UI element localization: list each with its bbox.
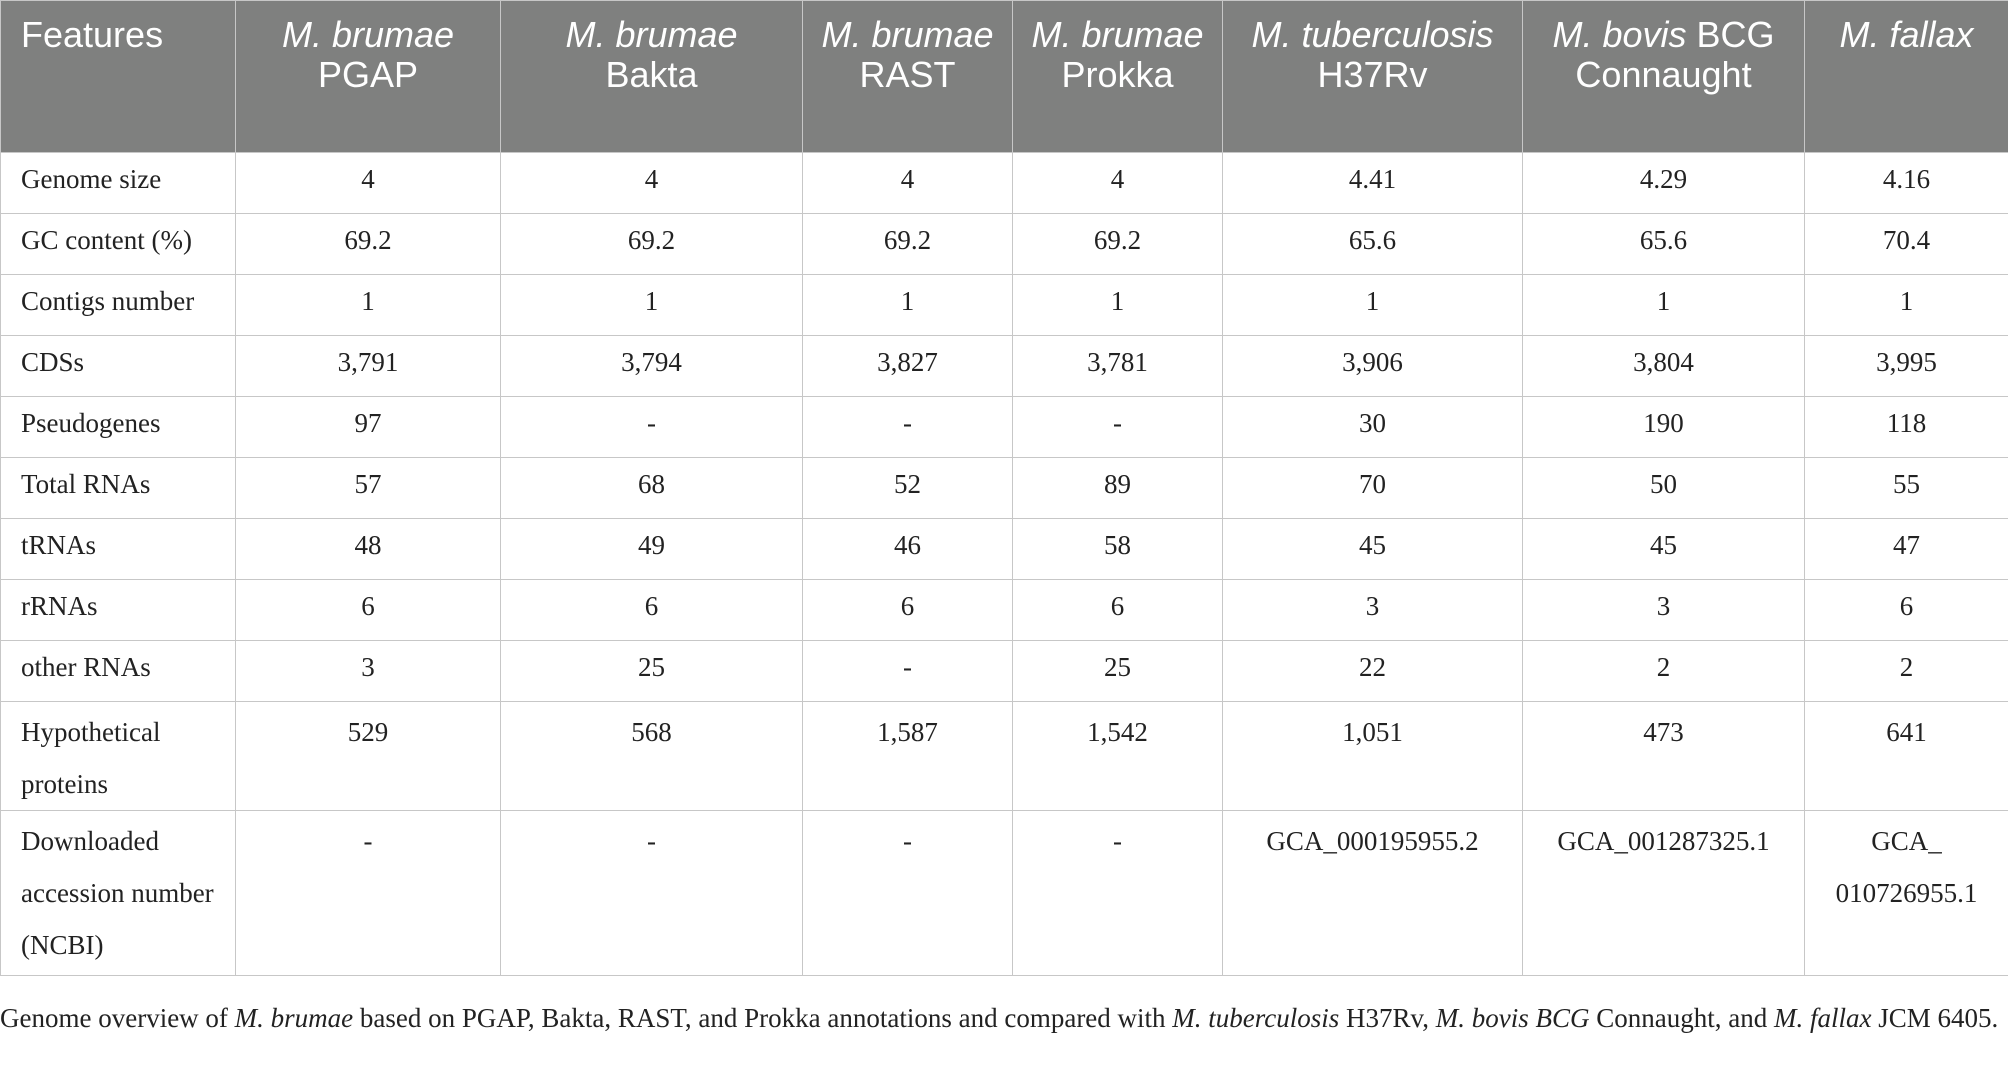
table-cell: 57	[236, 458, 501, 519]
row-label: Pseudogenes	[1, 397, 236, 458]
table-cell: 1	[1223, 275, 1523, 336]
table-cell: 4	[1013, 153, 1223, 214]
table-cell: 89	[1013, 458, 1223, 519]
table-cell: 25	[1013, 641, 1223, 702]
table-cell: 70.4	[1805, 214, 2008, 275]
table-cell: -	[501, 397, 803, 458]
header-species: M. brumae	[1031, 14, 1204, 55]
table-cell: 568	[501, 702, 803, 811]
table-cell: 69.2	[803, 214, 1013, 275]
table-cell: 3,781	[1013, 336, 1223, 397]
table-cell: 3	[1523, 580, 1805, 641]
table-cell: 69.2	[236, 214, 501, 275]
table-cell: 65.6	[1223, 214, 1523, 275]
table-cell: 50	[1523, 458, 1805, 519]
table-cell: 6	[1013, 580, 1223, 641]
table-cell: -	[803, 397, 1013, 458]
table-row	[1, 458, 2008, 519]
caption-segment: M. brumae	[234, 1003, 354, 1033]
table-row	[1, 580, 2008, 641]
caption-segment: M. bovis BCG	[1435, 1003, 1590, 1033]
table-cell: 529	[236, 702, 501, 811]
table-cell: 4	[501, 153, 803, 214]
header-species: M. brumae	[281, 14, 455, 55]
header-species: M. brumae	[565, 14, 738, 55]
table-cell: 22	[1223, 641, 1523, 702]
table-cell: 49	[501, 519, 803, 580]
table-cell: 118	[1805, 397, 2008, 458]
table-cell: 3,827	[803, 336, 1013, 397]
table-cell: 3	[236, 641, 501, 702]
table-cell: GCA_001287325.1	[1523, 811, 1805, 976]
header-mbovis	[1523, 1, 1805, 153]
table-cell: 2	[1805, 641, 2008, 702]
caption-segment: JCM 6405.	[1871, 1003, 1999, 1033]
caption-segment: Genome overview of	[0, 1003, 235, 1033]
table-cell: -	[1013, 397, 1223, 458]
table-cell: GCA_000195955.2	[1223, 811, 1523, 976]
table-cell: 6	[803, 580, 1013, 641]
table-cell: 69.2	[501, 214, 803, 275]
table-cell: 69.2	[1013, 214, 1223, 275]
header-mfallax	[1805, 1, 2008, 153]
table-row	[1, 275, 2008, 336]
table-cell: 1,542	[1013, 702, 1223, 811]
header-mbrumae-rast	[803, 1, 1013, 153]
table-cell: 4.29	[1523, 153, 1805, 214]
table-cell: 6	[501, 580, 803, 641]
caption-segment: M. tuberculosis	[1172, 1003, 1340, 1033]
table-cell: 4	[803, 153, 1013, 214]
table-cell: 3,804	[1523, 336, 1805, 397]
table-cell: 1,051	[1223, 702, 1523, 811]
row-label: Genome size	[1, 153, 236, 214]
table-cell: 58	[1013, 519, 1223, 580]
table-cell: 3,906	[1223, 336, 1523, 397]
table-cell: 3,794	[501, 336, 803, 397]
header-annotation: Prokka	[1061, 54, 1174, 95]
table-body	[1, 153, 2008, 976]
table-row	[1, 153, 2008, 214]
table-cell: -	[501, 811, 803, 976]
table-cell: 55	[1805, 458, 2008, 519]
row-label: rRNAs	[1, 580, 236, 641]
header-species: M. fallax	[1839, 14, 1974, 55]
table-cell: 3,995	[1805, 336, 2008, 397]
table-cell: -	[803, 811, 1013, 976]
table-cell: 6	[1805, 580, 2008, 641]
table-cell: 1	[236, 275, 501, 336]
table-cell: 1	[1805, 275, 2008, 336]
header-mbrumae-pgap	[236, 1, 501, 153]
header-mbrumae-bakta	[501, 1, 803, 153]
table-cell: 190	[1523, 397, 1805, 458]
table-cell: 30	[1223, 397, 1523, 458]
caption-segment: based on PGAP, Bakta, RAST, and Prokka annotations and compared with	[353, 1003, 1173, 1033]
table-cell: 1	[1523, 275, 1805, 336]
table-cell: 3	[1223, 580, 1523, 641]
row-label: Hypothetical proteins	[1, 702, 236, 811]
table-cell: 48	[236, 519, 501, 580]
row-label: Downloaded accession number (NCBI)	[1, 811, 236, 976]
table-cell: 2	[1523, 641, 1805, 702]
table-cell: 1,587	[803, 702, 1013, 811]
table-cell: 65.6	[1523, 214, 1805, 275]
table-cell: -	[803, 641, 1013, 702]
table-row	[1, 641, 2008, 702]
table-cell: 1	[1013, 275, 1223, 336]
row-label: GC content (%)	[1, 214, 236, 275]
table-cell: 4.41	[1223, 153, 1523, 214]
header-mbrumae-prokka	[1013, 1, 1223, 153]
table-cell: 4	[236, 153, 501, 214]
row-label: CDSs	[1, 336, 236, 397]
header-species: M. bovis	[1552, 14, 1687, 55]
row-label: other RNAs	[1, 641, 236, 702]
caption-segment: H37Rv,	[1339, 1003, 1436, 1033]
header-features	[1, 1, 236, 153]
row-label: Contigs number	[1, 275, 236, 336]
table-cell: 473	[1523, 702, 1805, 811]
header-annotation: PGAP	[317, 54, 419, 95]
table-cell: 97	[236, 397, 501, 458]
table-cell: 3,791	[236, 336, 501, 397]
table-cell: 641	[1805, 702, 2008, 811]
table-cell: 45	[1223, 519, 1523, 580]
header-mtuberculosis	[1223, 1, 1523, 153]
header-annotation: H37Rv	[1317, 54, 1428, 95]
table-cell: 46	[803, 519, 1013, 580]
table-row	[1, 397, 2008, 458]
table-cell: 4.16	[1805, 153, 2008, 214]
table-cell: 68	[501, 458, 803, 519]
table-cell: -	[1013, 811, 1223, 976]
table-cell: GCA_ 010726955.1	[1805, 811, 2008, 976]
header-annotation: RAST	[859, 54, 956, 95]
caption-segment: Connaught, and	[1589, 1003, 1775, 1033]
table-cell: -	[236, 811, 501, 976]
table-cell: 52	[803, 458, 1013, 519]
header-label: Features	[21, 14, 164, 55]
header-species: M. brumae	[821, 14, 994, 55]
table-cell: 1	[501, 275, 803, 336]
header-row	[1, 1, 2008, 153]
table-row	[1, 811, 2008, 976]
row-label: tRNAs	[1, 519, 236, 580]
table-cell: 6	[236, 580, 501, 641]
table-row	[1, 519, 2008, 580]
header-annotation: Bakta	[605, 54, 698, 95]
header-annotation: BCG Connaught	[1575, 14, 1775, 95]
table-cell: 45	[1523, 519, 1805, 580]
row-label: Total RNAs	[1, 458, 236, 519]
table-caption	[0, 1000, 2000, 1037]
header-species: M. tuberculosis	[1251, 14, 1494, 55]
table-cell: 47	[1805, 519, 2008, 580]
table-cell: 1	[803, 275, 1013, 336]
table-cell: 70	[1223, 458, 1523, 519]
table-row	[1, 336, 2008, 397]
table-row	[1, 214, 2008, 275]
table-row	[1, 702, 2008, 811]
caption-segment: M. fallax	[1774, 1003, 1872, 1033]
table-cell: 25	[501, 641, 803, 702]
